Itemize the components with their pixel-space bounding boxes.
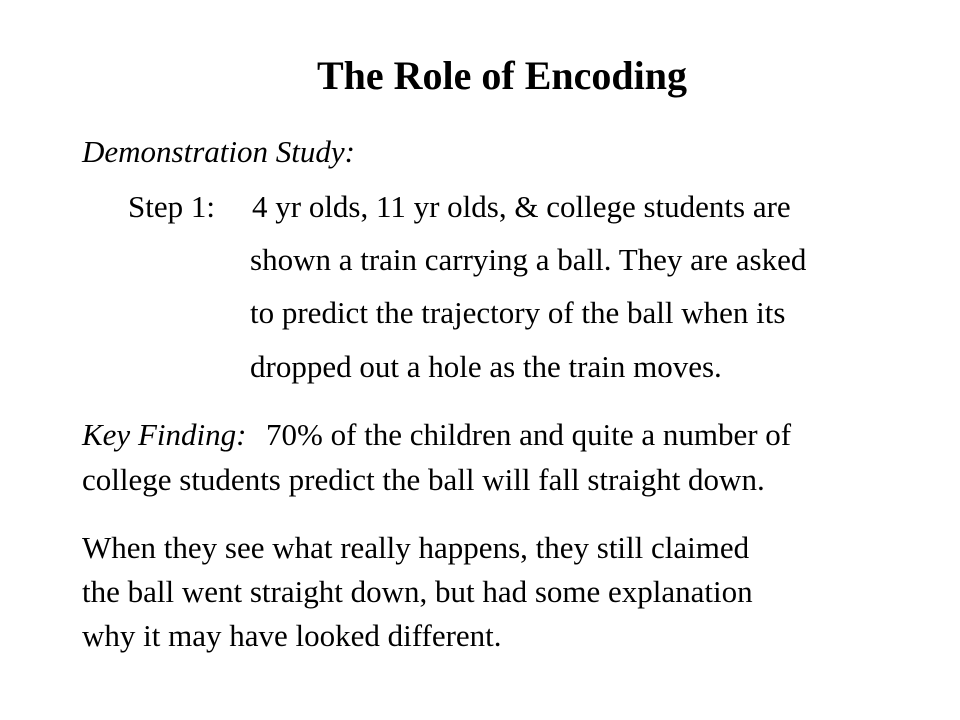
step-line: 4 yr olds, 11 yr olds, & college students are — [252, 189, 791, 224]
step-line: dropped out a hole as the train moves. — [250, 349, 722, 384]
key-finding-line: 70% of the children and quite a number of — [266, 417, 792, 452]
key-finding-label: Key Finding: — [82, 417, 247, 452]
followup-line: When they see what really happens, they still claimed — [82, 530, 750, 565]
step-label: Step 1: — [128, 189, 215, 224]
demonstration-study-label: Demonstration Study: — [82, 134, 355, 169]
step-line: shown a train carrying a ball. They are asked — [250, 242, 807, 277]
step-line: to predict the trajectory of the ball when its — [250, 295, 786, 330]
slide-title: The Role of Encoding — [316, 53, 688, 98]
followup-line: the ball went straight down, but had some explanation — [82, 574, 753, 609]
key-finding-line: college students predict the ball will fall straight down. — [82, 462, 765, 497]
followup-line: why it may have looked different. — [82, 618, 502, 653]
